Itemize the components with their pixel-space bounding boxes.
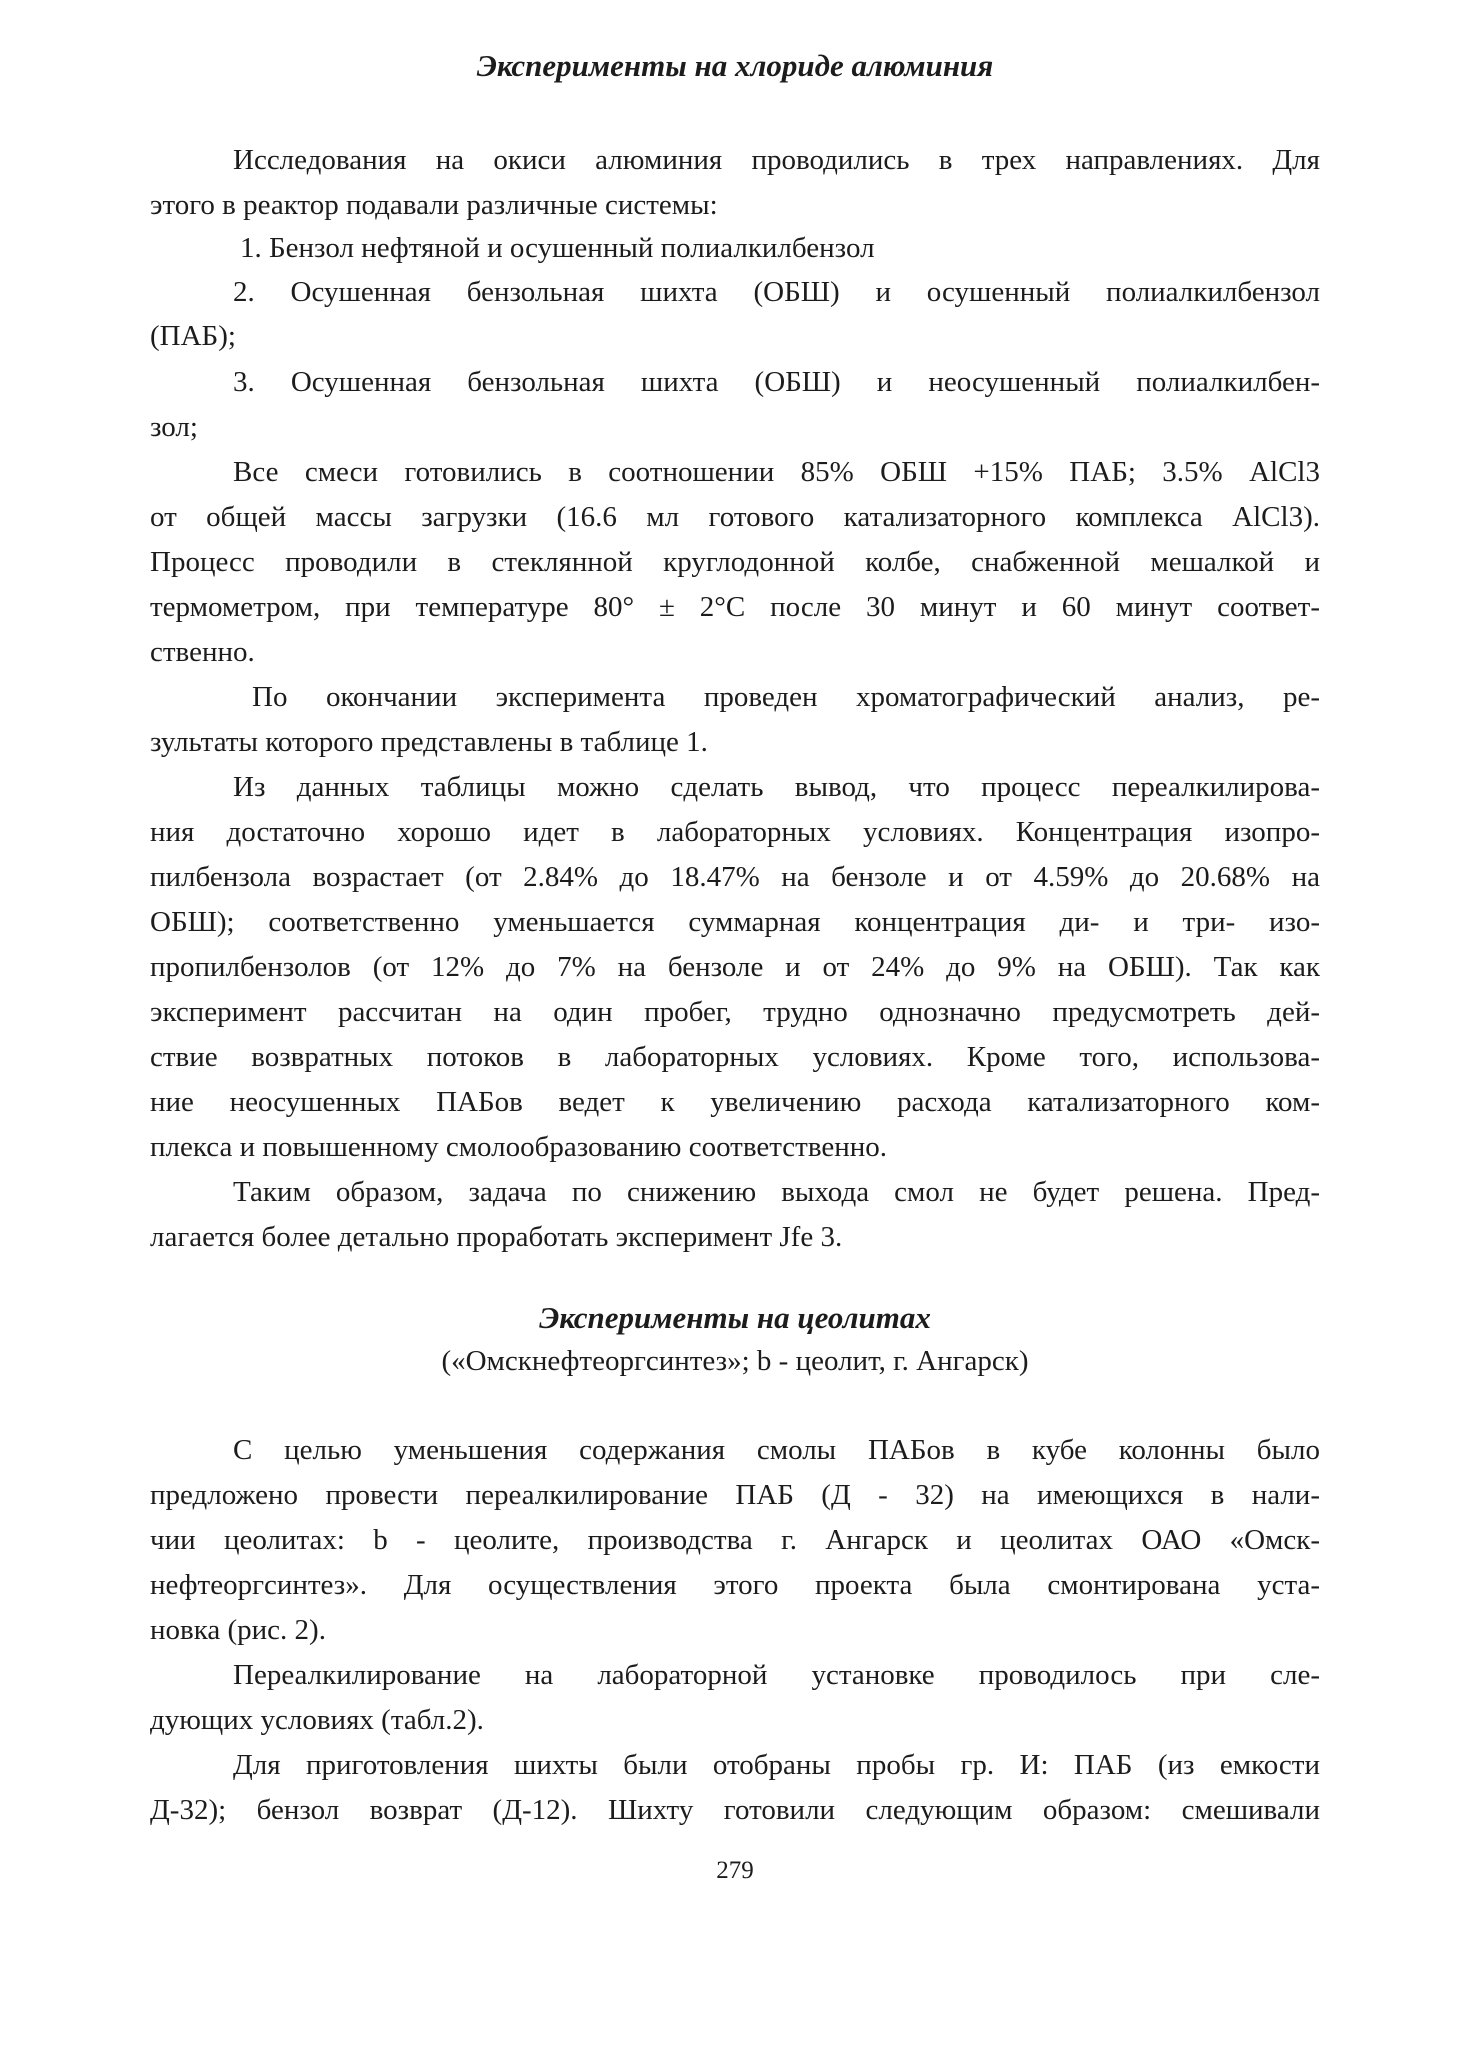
text-line: Для приготовления шихты были отобраны пробы гр. И: ПАБ (из емкости <box>233 1749 1320 1781</box>
text-line: Переалкилирование на лабораторной установке проводилось при сле- <box>233 1659 1320 1691</box>
text-line: ственно. <box>150 636 255 668</box>
text-line: Из данных таблицы можно сделать вывод, что процесс переалкилирова- <box>233 771 1320 803</box>
list-item: 2. Осушенная бензольная шихта (ОБШ) и осушенный полиалкилбензол <box>233 276 1320 308</box>
text-line: эксперимент рассчитан на один пробег, трудно однозначно предусмотреть дей- <box>150 996 1320 1028</box>
text-line: С целью уменьшения содержания смолы ПАБов в кубе колонны было <box>233 1434 1320 1466</box>
text-line: от общей массы загрузки (16.6 мл готового катализаторного комплекса AlCl3). <box>150 501 1320 533</box>
text-line: По окончании эксперимента проведен хроматографический анализ, ре- <box>252 681 1320 713</box>
section-heading-zeolites: Эксперименты на цеолитах <box>539 1300 931 1335</box>
text-line: Д-32); бензол возврат (Д-12). Шихту готовили следующим образом: смешивали <box>150 1794 1320 1826</box>
text-line: зультаты которого представлены в таблице 1. <box>150 726 708 758</box>
text-line: ния достаточно хорошо идет в лабораторных условиях. Концентрация изопро- <box>150 816 1320 848</box>
text-line: Все смеси готовились в соотношении 85% ОБШ +15% ПАБ; 3.5% AlCl3 <box>233 456 1320 488</box>
text-line: предложено провести переалкилирование ПАБ (Д - 32) на имеющихся в нали- <box>150 1479 1320 1511</box>
text-line: (ПАБ); <box>150 320 236 352</box>
section-heading-aluminum-chloride: Эксперименты на хлориде алюминия <box>476 48 994 83</box>
text-line: этого в реактор подавали различные системы: <box>150 189 718 221</box>
text-line: ствие возвратных потоков в лабораторных условиях. Кроме того, использова- <box>150 1041 1320 1073</box>
text-line: ОБШ); соответственно уменьшается суммарная концентрация ди- и три- изо- <box>150 906 1320 938</box>
text-line: Таким образом, задача по снижению выхода смол не будет решена. Пред- <box>233 1176 1320 1208</box>
page-number: 279 <box>716 1857 754 1884</box>
text-line: термометром, при температуре 80° ± 2°С после 30 минут и 60 минут соответ- <box>150 591 1320 623</box>
text-line: дующих условиях (табл.2). <box>150 1704 484 1736</box>
text-line: зол; <box>150 411 198 443</box>
list-item: 1. Бензол нефтяной и осушенный полиалкилбензол <box>240 232 875 264</box>
section-subheading-zeolites: («Омскнефтеоргсинтез»; b - цеолит, г. Ангарск) <box>441 1345 1029 1377</box>
text-line: Процесс проводили в стеклянной круглодонной колбе, снабженной мешалкой и <box>150 546 1320 578</box>
text-line: чии цеолитах: b - цеолите, производства г. Ангарск и цеолитах ОАО «Омск- <box>150 1524 1320 1556</box>
text-line: лагается более детально проработать эксперимент Jfe 3. <box>150 1221 843 1253</box>
text-line: нефтеоргсинтез». Для осуществления этого проекта была смонтирована уста- <box>150 1569 1320 1601</box>
text-line: плекса и повышенному смолообразованию соответственно. <box>150 1131 888 1163</box>
list-item: 3. Осушенная бензольная шихта (ОБШ) и неосушенный полиалкилбен- <box>233 366 1320 398</box>
text-line: пилбензола возрастает (от 2.84% до 18.47% на бензоле и от 4.59% до 20.68% на <box>150 861 1320 893</box>
text-line: Исследования на окиси алюминия проводились в трех направлениях. Для <box>233 144 1320 176</box>
text-line: пропилбензолов (от 12% до 7% на бензоле и от 24% до 9% на ОБШ). Так как <box>150 951 1320 983</box>
text-line: новка (рис. 2). <box>150 1614 326 1646</box>
text-line: ние неосушенных ПАБов ведет к увеличению расхода катализаторного ком- <box>150 1086 1320 1118</box>
